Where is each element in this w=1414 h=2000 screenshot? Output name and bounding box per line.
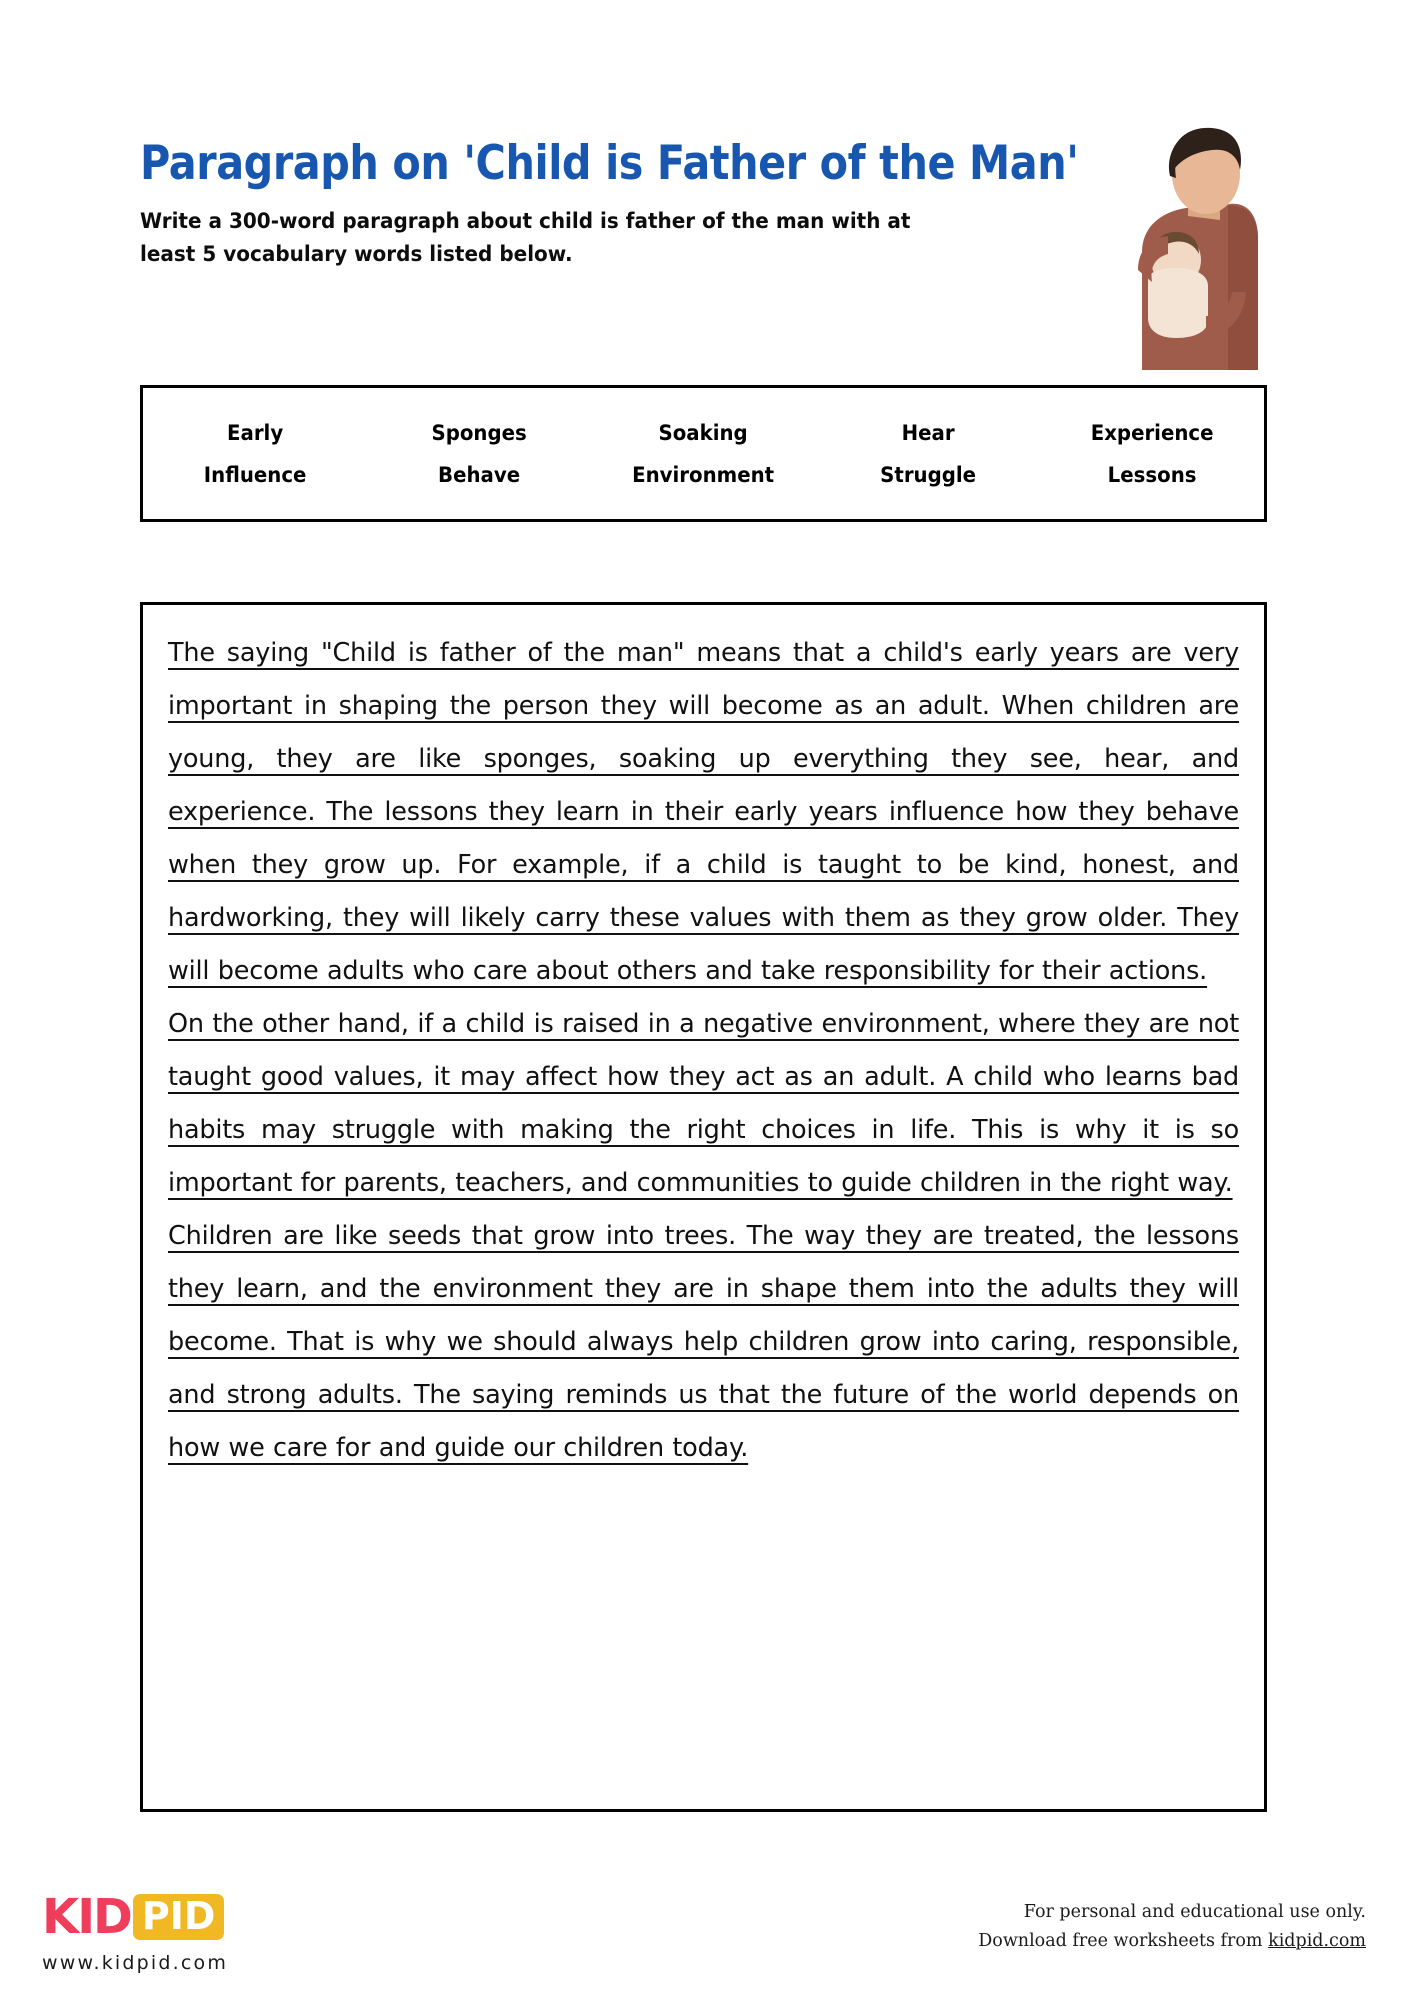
page-footer bbox=[0, 1890, 1414, 2000]
instruction-text bbox=[140, 205, 1070, 272]
footer-notice-prefix: Download free worksheets from bbox=[978, 1930, 1269, 1951]
answer-paragraph-3: Children are like seeds that grow into trees. The way they are treated, the lessons they learn, and the environment they are in shape them into the adults they will become. That is why we should always help children grow into caring, responsible, and strong adults. The saying reminds us that the future of the world depends on how we care for and guide our children today. bbox=[168, 1221, 1239, 1463]
footer-notice-line-2 bbox=[978, 1927, 1366, 1956]
answer-paragraph-2: On the other hand, if a child is raised in a negative environment, where they are not taught good values, it may affect how they act as an adult. A child who learns bad habits may struggle with making the right choices in life. This is why it is so important for parents, teachers, and communities to guide children in the right way. bbox=[168, 1009, 1239, 1198]
vocabulary-word: Lessons bbox=[1107, 462, 1197, 487]
father-holding-child-illustration bbox=[1124, 120, 1269, 370]
vocabulary-word: Early bbox=[227, 420, 284, 445]
answer-paragraph-1: The saying "Child is father of the man" means that a child's early years are very important in shaping the person they will become as an adult. When children are young, they are like sponges, soaking up everything they see, hear, and experience. The lessons they learn in their early years influence how they behave when they grow up. For example, if a child is taught to be kind, honest, and hardworking, they will likely carry these values with them as they grow older. They will become adults who care about others and take responsibility for their actions. bbox=[168, 638, 1239, 986]
footer-notice-line-1: For personal and educational use only. bbox=[1023, 1902, 1366, 1922]
page-title: Paragraph on 'Child is Father of the Man' bbox=[140, 136, 1079, 191]
instruction-line-1: Write a 300-word paragraph about child is father of the man with at bbox=[140, 209, 911, 234]
footer-notice bbox=[978, 1898, 1366, 1956]
logo-website-url[interactable]: www.kidpid.com bbox=[42, 1952, 229, 1974]
vocabulary-word: Experience bbox=[1090, 420, 1214, 445]
worksheet-header bbox=[140, 136, 1250, 272]
instruction-line-2: least 5 vocabulary words listed below. bbox=[140, 242, 573, 268]
kidpid-logo[interactable] bbox=[42, 1890, 228, 1974]
answer-box[interactable] bbox=[140, 602, 1267, 1812]
vocabulary-word: Soaking bbox=[658, 420, 749, 445]
vocabulary-word: Struggle bbox=[879, 462, 976, 487]
vocabulary-word: Sponges bbox=[431, 420, 527, 445]
kidpid-link[interactable]: kidpid.com bbox=[1268, 1930, 1366, 1951]
vocabulary-word: Behave bbox=[438, 462, 521, 487]
logo-pid-text: PID bbox=[133, 1894, 225, 1940]
vocabulary-word: Influence bbox=[203, 462, 307, 487]
vocabulary-word: Hear bbox=[901, 420, 955, 445]
vocabulary-box bbox=[140, 385, 1267, 522]
vocabulary-word: Environment bbox=[632, 462, 775, 487]
logo-kid-text: KID bbox=[42, 1889, 131, 1945]
vocabulary-row-2 bbox=[143, 454, 1264, 496]
logo-lockup bbox=[42, 1890, 228, 1944]
vocabulary-row-1 bbox=[143, 412, 1264, 454]
